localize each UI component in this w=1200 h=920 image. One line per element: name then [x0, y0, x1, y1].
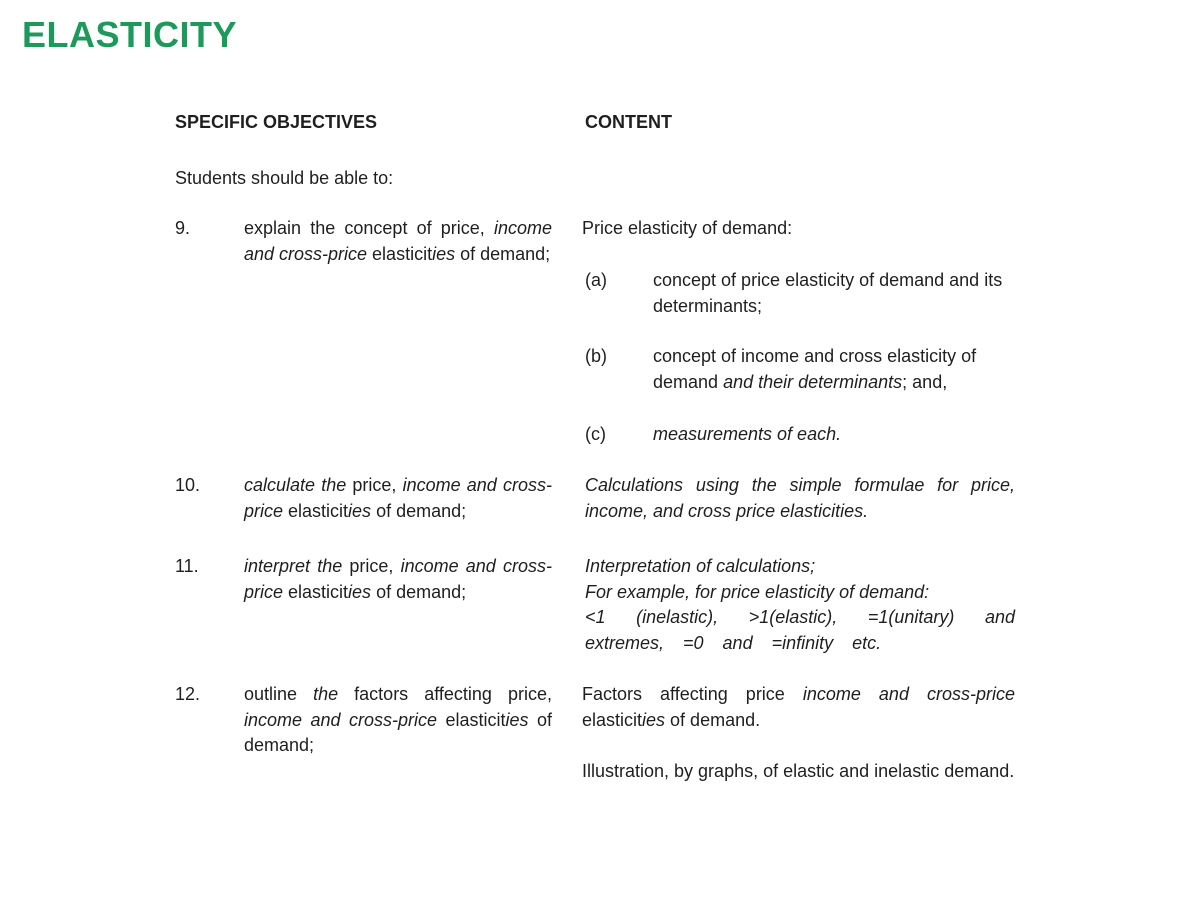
item-number-11: 11.	[175, 556, 199, 576]
item-number-12: 12.	[175, 684, 201, 704]
content-9b-label: (b)	[585, 346, 607, 366]
content-11-line-2: For example, for price elasticity of demand:	[585, 581, 930, 602]
item-number-9: 9.	[175, 218, 191, 238]
objectives-header: SPECIFIC OBJECTIVES	[175, 112, 378, 132]
objective-11: interpret the price, income and cross-price elasticities of demand;	[244, 556, 552, 602]
content-11-line-1: Interpretation of calculations;	[585, 556, 816, 576]
content-9a-text: concept of price elasticity of demand and its determinants;	[653, 270, 1003, 316]
objective-10: calculate the price, income and cross-price elasticities of demand;	[244, 475, 552, 521]
content-10: Calculations using the simple formulae for price, income, and cross price elasticities.	[585, 475, 1015, 521]
intro-text: Students should be able to:	[175, 168, 394, 188]
content-12-illustration: Illustration, by graphs, of elastic and inelastic demand.	[582, 761, 1015, 781]
objective-12: outline the factors affecting price, income and cross-price elasticities of demand;	[244, 684, 553, 755]
content-9b-text: concept of income and cross elasticity of demand and their determinants; and,	[653, 346, 977, 392]
content-12-factors: Factors affecting price income and cross-price elasticities of demand.	[582, 684, 1016, 730]
content-9a-label: (a)	[585, 270, 607, 290]
content-9c-label: (c)	[585, 424, 606, 444]
content-header: CONTENT	[585, 112, 672, 132]
content-11	[585, 554, 1015, 656]
content-9c-text: measurements of each.	[653, 424, 842, 444]
page-title: ELASTICITY	[22, 14, 238, 55]
content-11-line-3: <1 (inelastic), >1(elastic), =1(unitary) and extremes, =0 and =infinity etc.	[585, 607, 1015, 653]
item-number-10: 10.	[175, 475, 201, 495]
content-9-heading: Price elasticity of demand:	[582, 218, 793, 238]
objective-9: explain the concept of price, income and cross-price elasticities of demand;	[244, 218, 552, 264]
